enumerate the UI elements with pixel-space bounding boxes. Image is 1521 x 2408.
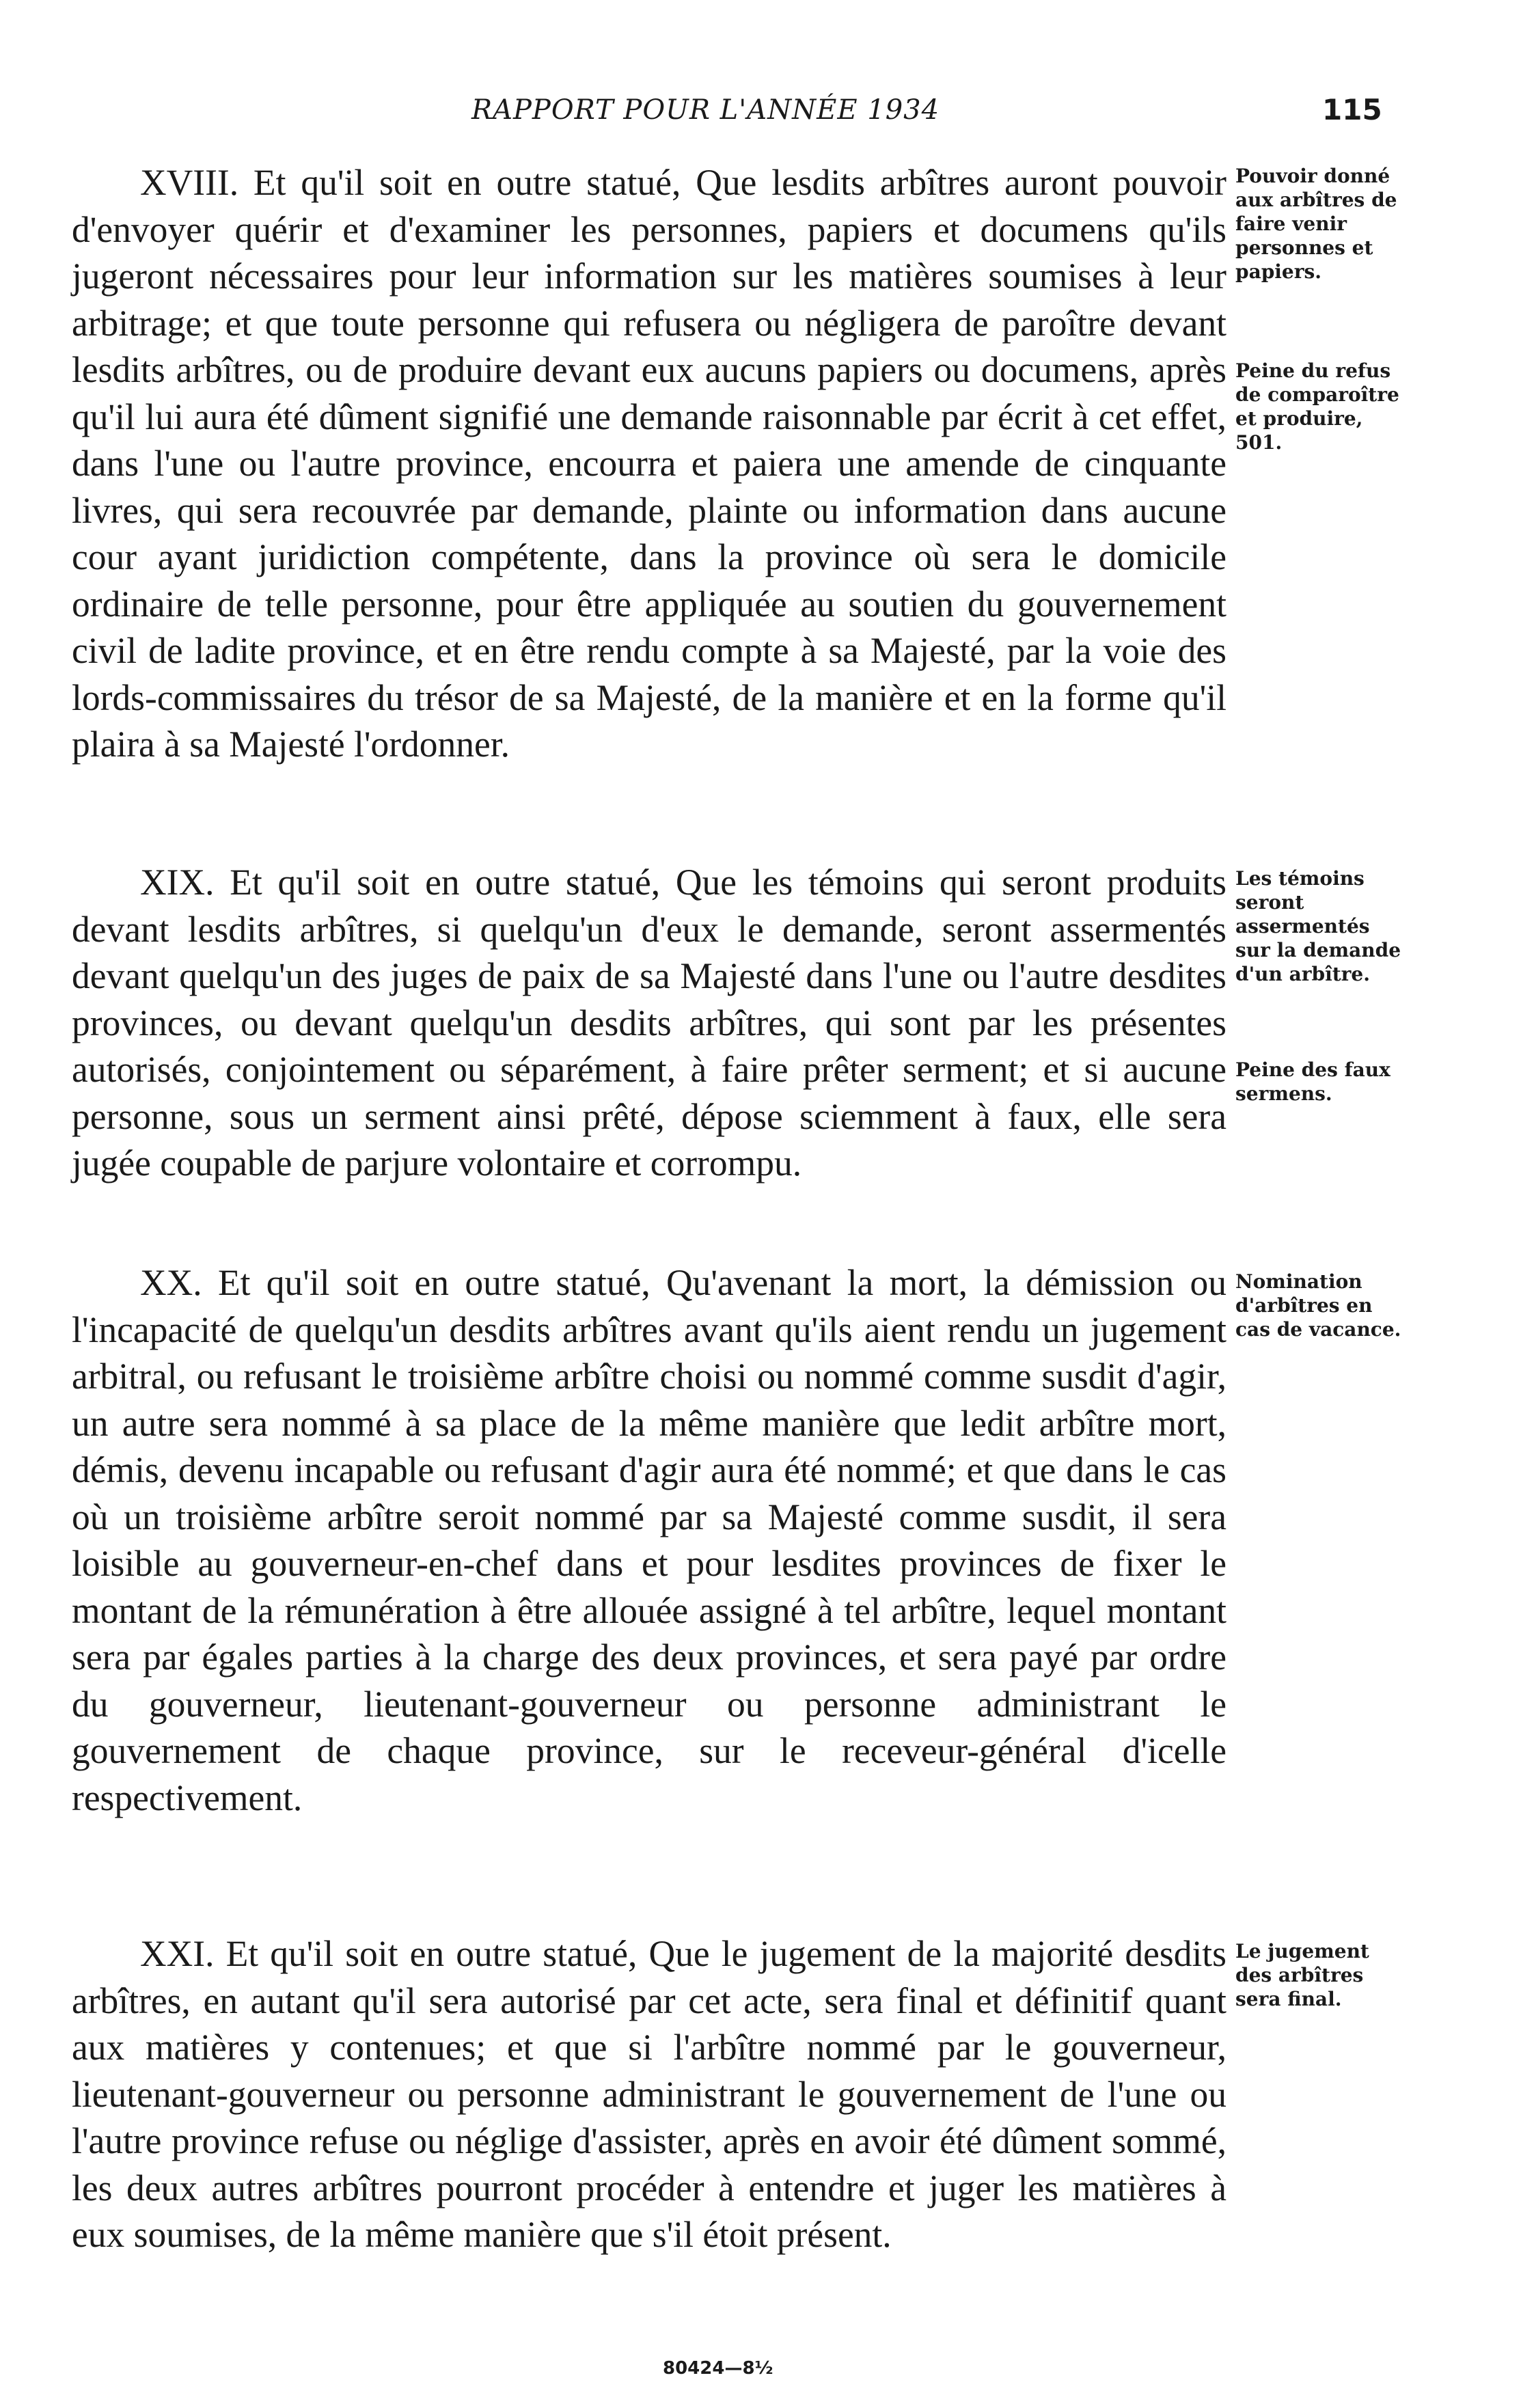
margin-note: Le jugement des arbîtres sera final. xyxy=(1235,1940,1369,2010)
margin-note: Peine des faux sermens. xyxy=(1235,1058,1390,1105)
printer-signature: 80424—8½ xyxy=(663,2358,773,2379)
article-xxi xyxy=(72,1930,1227,2258)
margin-note: Pouvoir donné aux arbîtres de faire venir personnes et papiers. xyxy=(1235,165,1397,283)
article-text: XX. Et qu'il soit en outre statué, Qu'avenant la mort, la démission ou l'incapacité de quelqu'un desdits arbîtres avant qu'ils aient rendu un jugement arbitral, ou refusant le troisième arbître choisi ou nommé comme susdit d'agir, un autre sera nommé à sa place de la même manière que ledit arbître mort, démis, devenu incapable ou refusant d'agir aura été nommé; et que dans le cas où un troisième arbître seroit nommé par sa Majesté comme susdit, il sera loisible au gouverneur-en-chef dans et pour lesdites provinces de fixer le montant de la rémunération à être allouée assigné à tel arbître, lequel montant sera par égales parties à la charge des deux provinces, et sera payé par ordre du gouverneur, lieutenant-gouverneur ou personne administrant le gouvernement de chaque province, sur le receveur-général d'icelle respectivement. xyxy=(72,1262,1227,1818)
article-text: XXI. Et qu'il soit en outre statué, Que le jugement de la majorité desdits arbîtres, en autant qu'il sera autorisé par cet acte, sera final et définitif quant aux matières y contenues; et que si l'arbître nommé par le gouverneur, lieutenant-gouverneur ou personne administrant le gouvernement de l'une ou l'autre province refuse ou néglige d'assister, après en avoir été dûment sommé, les deux autres arbîtres pourront procéder à entendre et juger les matières à eux soumises, de la même manière que s'il étoit présent. xyxy=(72,1933,1227,2255)
article-xx xyxy=(72,1259,1227,1821)
article-xviii xyxy=(72,159,1227,768)
page-number: 115 xyxy=(1322,93,1382,126)
margin-note: Les témoins seront assermentés sur la demande d'un arbître. xyxy=(1235,867,1401,985)
margin-note: Nomination d'arbîtres en cas de vacance. xyxy=(1235,1270,1401,1341)
article-text: XIX. Et qu'il soit en outre statué, Que les témoins qui seront produits devant lesdits arbîtres, si quelqu'un d'eux le demande, seront assermentés devant quelqu'un des juges de paix de sa Majesté dans l'une ou l'autre desdites provinces, ou devant quelqu'un desdits arbîtres, qui sont par les présentes autorisés, conjointement ou séparément, à faire prêter serment; et si aucune personne, sous un serment ainsi prêté, dépose sciemment à faux, elle sera jugée coupable de parjure volontaire et corrompu. xyxy=(72,862,1227,1184)
article-text: XVIII. Et qu'il soit en outre statué, Que lesdits arbîtres auront pouvoir d'envoyer quérir et d'examiner les personnes, papiers et documens qu'ils jugeront nécessaires pour leur information sur les matières soumises à leur arbitrage; et que toute personne qui refusera ou négligera de paroître devant lesdits arbîtres, ou de produire devant eux aucuns papiers ou documens, après qu'il lui aura été dûment signifié une demande raisonnable par écrit à cet effet, dans l'une ou l'autre province, encourra et paiera une amende de cinquante livres, qui sera recouvrée par demande, plainte ou information dans aucune cour ayant juridiction compétente, dans la province où sera le domicile ordinaire de telle personne, pour être appliquée au soutien du gouvernement civil de ladite province, et en être rendu compte à sa Majesté, par la voie des lords-commissaires du trésor de sa Majesté, de la manière et en la forme qu'il plaira à sa Majesté l'ordonner. xyxy=(72,162,1227,765)
margin-note: Peine du refus de comparoître et produire, 501. xyxy=(1235,359,1399,454)
article-xix xyxy=(72,859,1227,1187)
running-head: RAPPORT POUR L'ANNÉE 1934 xyxy=(471,94,940,126)
